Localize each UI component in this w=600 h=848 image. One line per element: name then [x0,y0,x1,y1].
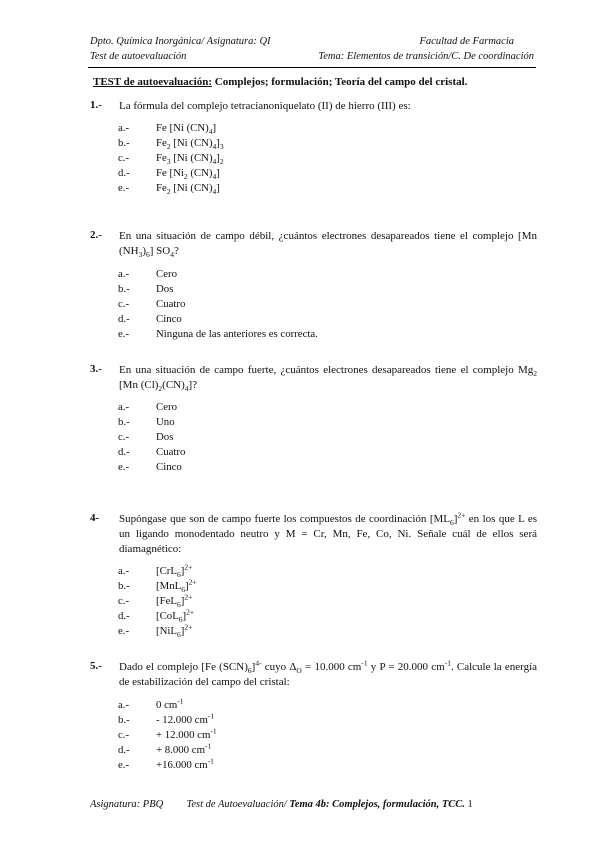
option-c[interactable]: c.- Dos [118,431,174,443]
question-number: 3.- [90,363,102,375]
footer-test: Test de Autoevaluación/ [186,799,287,810]
option-b[interactable]: b.- $Fe_2$ [Ni $(CN)_4]_3$ [118,137,224,152]
page-number: 1 [467,799,473,810]
option-d[interactable]: d.- Cinco [118,313,182,325]
options-list [118,400,185,475]
header-dept: Dpto. Química Inorgánica/ Asignatura: QI [90,36,271,47]
option-e[interactable]: e.- +16.000 $cm^{-1}$ [118,756,214,771]
footer-topic: Tema 4b: Complejos, formulación, TCC. [286,799,465,810]
option-d[interactable]: d.- Cuatro [118,446,186,458]
option-c[interactable]: c.- + 12.000 $cm^{-1}$ [118,726,217,741]
header-divider [88,67,536,68]
question-number: 5.- [90,660,102,672]
header-test: Test de autoevaluación [90,51,187,62]
title-rest: Complejos; formulación; Teoría del campo del cristal. [212,76,468,88]
question-text: La fórmula del complejo tetracianoniquelato (II) de hierro (III) es: [119,100,411,112]
option-e[interactable]: e.- $[NiL_6]^{2+}$ [118,622,193,640]
question-number: 2.- [90,229,102,241]
option-a[interactable]: a.- 0 $cm^{-1}$ [118,696,184,711]
option-a[interactable]: a.- Cero [118,268,177,280]
options-list [118,698,217,773]
option-c[interactable]: c.- $[FeL_6]^{2+}$ [118,592,193,610]
footer-subject: Asignatura: PBQ [90,799,164,810]
header-line-1 [90,36,534,47]
option-b[interactable]: b.- - 12.000 $cm^{-1}$ [118,711,215,726]
option-d[interactable]: d.- $[CoL_6]^{2+}$ [118,607,195,625]
option-a[interactable]: a.- Fe [Ni $(CN)_4$] [118,122,217,137]
option-e[interactable]: e.- Ninguna de las anteriores es correcta. [118,328,318,340]
header-faculty: Facultad de Farmacia [419,36,514,47]
title-lead: TEST de autoevaluación: [93,76,212,88]
option-d[interactable]: d.- + 8.000 $cm^{-1}$ [118,741,212,756]
option-a[interactable]: a.- $[CrL_6]^{2+}$ [118,562,193,580]
options-list [118,564,197,639]
question-text: Dado el complejo [Fe $(SCN)_6]^{4-}$ cuyo $\Delta_O = 10.000$ $cm^{-1}$ y P = 20.000 $cm^{-1}$. Calcule la energía de estabilización del campo del cristal: [119,658,538,688]
options-list [118,267,318,342]
option-e[interactable]: e.- Cinco [118,461,182,473]
question-text: En una situación de campo débil, ¿cuántos electrones desapareados tiene el complejo [Mn $(NH_3)_6$] $SO_4$? [119,230,537,260]
option-b[interactable]: b.- $[MnL_6]^{2+}$ [118,577,197,595]
footer [90,799,534,810]
options-list [118,121,224,196]
option-a[interactable]: a.- Cero [118,401,177,413]
option-b[interactable]: b.- Dos [118,283,174,295]
option-b[interactable]: b.- Uno [118,416,175,428]
option-d[interactable]: d.- Fe [$Ni_2$ $(CN)_4$] [118,167,220,182]
header-line-2 [90,51,534,62]
question-text: Supóngase que son de campo fuerte los compuestos de coordinación $[ML_6]^{2+}$ en los que L es un ligando monodentado neutro y M = Cr, Mn, Fe, Co, Ni. Señale cuál de ellos será diamagnético: [119,510,537,555]
header-topic: Tema: Elementos de transición/C. De coordinación [318,51,534,62]
question-number: 4- [90,512,100,524]
question-text: En una situación de campo fuerte, ¿cuántos electrones desapareados tiene el complejo $Mg_2$ [Mn $(Cl)_2(CN)_4$]? [119,364,537,394]
page-title [93,76,467,88]
option-c[interactable]: c.- Cuatro [118,298,186,310]
option-e[interactable]: e.- $Fe_2$ [Ni $(CN)_4$] [118,182,220,197]
option-c[interactable]: c.- $Fe_3$ [Ni $(CN)_4]_2$ [118,152,224,167]
question-number: 1.- [90,99,102,111]
